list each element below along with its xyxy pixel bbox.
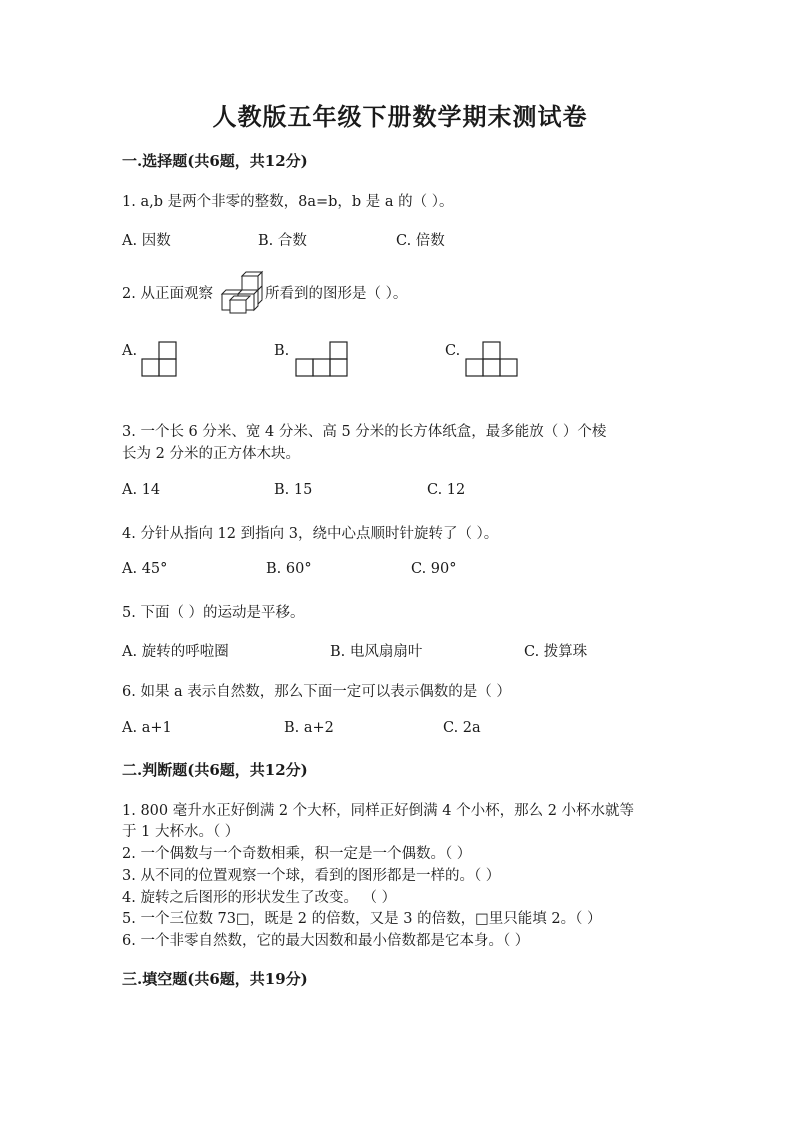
q1-option-a: A. 因数	[122, 233, 171, 249]
question-2-text-after: 所看到的图形是（ ）。	[265, 286, 408, 302]
question-2-text-before: 2. 从正面观察	[122, 286, 213, 302]
question-3-line-2: 长为 2 分米的正方体木块。	[122, 446, 300, 462]
tf-line-4: 3. 从不同的位置观察一个球，看到的图形都是一样的。（ ）	[122, 868, 501, 884]
cube-stack-figure	[220, 270, 264, 316]
tf-line-5: 4. 旋转之后图形的形状发生了改变。 （ ）	[122, 890, 397, 906]
q6-option-a: A. a+1	[122, 720, 172, 736]
q4-option-b: B. 60°	[266, 561, 312, 577]
q3-option-b: B. 15	[274, 482, 313, 498]
q4-option-c: C. 90°	[411, 561, 457, 577]
question-6: 6. 如果 a 表示自然数，那么下面一定可以表示偶数的是（ ）	[122, 684, 511, 700]
question-4: 4. 分针从指向 12 到指向 3，绕中心点顺时针旋转了（ ）。	[122, 526, 499, 542]
q2-option-b-figure	[295, 341, 349, 377]
tf-line-1: 1. 800 毫升水正好倒满 2 个大杯，同样正好倒满 4 个小杯，那么 2 小杯水就等	[122, 803, 635, 819]
q2-option-c-figure	[465, 341, 519, 377]
tf-line-3: 2. 一个偶数与一个奇数相乘，积一定是一个偶数。（ ）	[122, 846, 472, 862]
q5-option-a: A. 旋转的呼啦圈	[122, 644, 229, 660]
q2-option-a: A.	[122, 343, 138, 359]
q3-option-c: C. 12	[427, 482, 466, 498]
q2-option-a-figure	[141, 341, 178, 377]
section-heading-fill-blank: 三.填空题(共6题，共19分)	[122, 970, 308, 988]
question-5: 5. 下面（ ）的运动是平移。	[122, 605, 305, 621]
q5-option-b: B. 电风扇扇叶	[330, 644, 423, 660]
q2-option-c: C.	[445, 343, 461, 359]
tf-line-2: 于 1 大杯水。（ ）	[122, 824, 240, 840]
q5-option-c: C. 拨算珠	[524, 644, 588, 660]
section-heading-true-false: 二.判断题(共6题，共12分)	[122, 761, 308, 779]
q2-option-b: B.	[274, 343, 290, 359]
q6-option-c: C. 2a	[443, 720, 481, 736]
tf-line-7: 6. 一个非零自然数，它的最大因数和最小倍数都是它本身。（ ）	[122, 933, 530, 949]
tf-line-6: 5. 一个三位数 73□，既是 2 的倍数，又是 3 的倍数，□里只能填 2。（ ）	[122, 911, 602, 927]
q3-option-a: A. 14	[122, 482, 161, 498]
q6-option-b: B. a+2	[284, 720, 334, 736]
q1-option-c: C. 倍数	[396, 233, 445, 249]
section-heading-choice: 一.选择题(共6题，共12分)	[122, 152, 308, 170]
page-title: 人教版五年级下册数学期末测试卷	[212, 102, 588, 131]
question-3-line-1: 3. 一个长 6 分米、宽 4 分米、高 5 分米的长方体纸盒，最多能放（ ）个棱	[122, 424, 607, 440]
q1-option-b: B. 合数	[258, 233, 307, 249]
question-1: 1. a,b 是两个非零的整数，8a=b，b 是 a 的（ ）。	[122, 194, 454, 210]
q4-option-a: A. 45°	[122, 561, 168, 577]
